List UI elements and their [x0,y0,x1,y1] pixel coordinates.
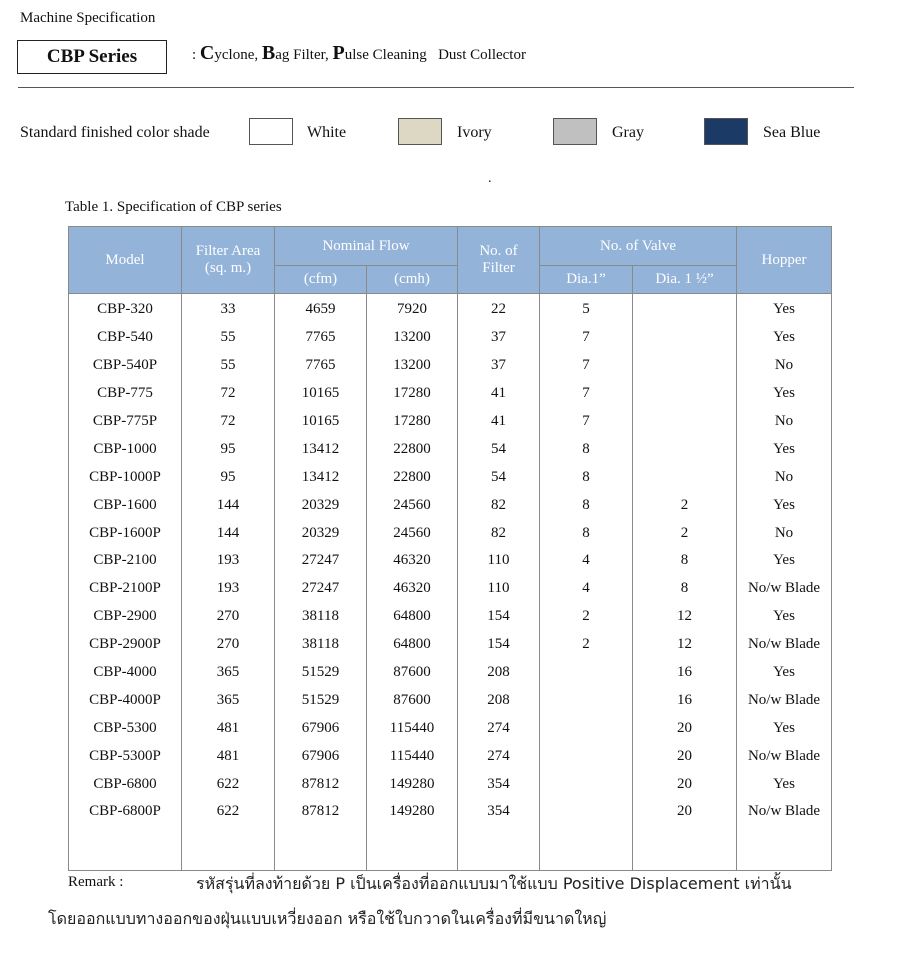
table-cell: 5 [540,294,633,324]
table-cell: 54 [458,463,540,491]
table-cell: CBP-775 [69,380,182,408]
table-cell: 7 [540,352,633,380]
stray-dot: . [488,171,492,186]
table-cell: 10165 [275,408,367,436]
table-cell [633,463,737,491]
header-no-filter: No. of Filter [458,227,540,294]
swatch-label-sea-blue: Sea Blue [763,124,821,141]
table-cell: No [737,463,832,491]
table-cell: 46320 [367,547,458,575]
table-cell [540,686,633,714]
table-cell: 7920 [367,294,458,324]
table-cell: 10165 [275,380,367,408]
table-cell: 481 [182,714,275,742]
table-cell [540,798,633,826]
table-cell [633,435,737,463]
table-cell: 4 [540,575,633,603]
table-row [69,631,832,659]
table-cell: No/w Blade [737,686,832,714]
table-cell: 7 [540,408,633,436]
table-cell: 481 [182,742,275,770]
table-cell [540,659,633,687]
table-cell: 67906 [275,742,367,770]
table-cell: 37 [458,324,540,352]
table-cell: 27247 [275,547,367,575]
swatch-label-ivory: Ivory [457,124,492,141]
header-dia1: Dia.1” [540,266,633,294]
table-row [69,519,832,547]
table-cell: 622 [182,770,275,798]
subtitle-cap-b: B [261,42,276,64]
table-cell: 8 [633,547,737,575]
table-cell: 365 [182,659,275,687]
table-cell: 154 [458,631,540,659]
table-cell: CBP-5300 [69,714,182,742]
series-title-box [17,40,167,74]
spec-table [68,226,832,871]
table-row [69,686,832,714]
table-cell: 354 [458,798,540,826]
table-row [69,770,832,798]
table-cell: 12 [633,631,737,659]
table-row [69,294,832,324]
table-cell: 270 [182,631,275,659]
table-cell: Yes [737,380,832,408]
table-cell: 54 [458,435,540,463]
table-cell: 72 [182,380,275,408]
table-cell: Yes [737,603,832,631]
table-cell: 144 [182,519,275,547]
table-cell: 33 [182,294,275,324]
table-cell: 270 [182,603,275,631]
table-cell: 115440 [367,742,458,770]
table-cell: 67906 [275,714,367,742]
table-cell: No/w Blade [737,575,832,603]
table-cell: CBP-540 [69,324,182,352]
table-cell: CBP-6800 [69,770,182,798]
subtitle-cap-p: P [332,42,345,64]
table-cell: 110 [458,547,540,575]
table-row [69,408,832,436]
table-cell [633,324,737,352]
table-cell: 95 [182,435,275,463]
remark-line-1: รหัสรุ่นที่ลงท้ายด้วย P เป็นเครื่องที่ออกแบบมาใช้แบบ Positive Displacement เท่านั้น [196,874,792,893]
table-cell: 41 [458,380,540,408]
remark-line-2: โดยออกแบบทางออกของฝุ่นแบบเหวี่ยงออก หรือใช้ใบกวาดในเครื่องที่มีขนาดใหญ่ [48,909,607,928]
table-cell: 82 [458,491,540,519]
series-subtitle: : Cyclone, Bag Filter, Pulse Cleaning Dust Collector [192,42,526,64]
table-cell: 51529 [275,686,367,714]
machine-spec-heading: Machine Specification [20,10,156,26]
table-cell: CBP-775P [69,408,182,436]
table-cell [633,294,737,324]
table-cell: 274 [458,742,540,770]
table-cell: 87600 [367,659,458,687]
table-row [69,547,832,575]
swatch-sea-blue [704,118,748,145]
table-cell: CBP-320 [69,294,182,324]
table-cell: 8 [633,575,737,603]
swatch-label-white: White [307,124,347,141]
table-cell: 8 [540,463,633,491]
swatch-white [249,118,293,145]
table-cell: 274 [458,714,540,742]
table-cell: CBP-1600P [69,519,182,547]
table-cell: 110 [458,575,540,603]
color-shade-row [20,117,880,149]
table-cell: 46320 [367,575,458,603]
table-cell: 622 [182,798,275,826]
table-cell: 193 [182,575,275,603]
table-cell: Yes [737,435,832,463]
table-row [69,491,832,519]
table-cell: CBP-1000P [69,463,182,491]
table-cell: 95 [182,463,275,491]
spec-table-body [69,294,832,871]
table-cell: 208 [458,659,540,687]
table-cell: 154 [458,603,540,631]
table-cell: 2 [633,519,737,547]
table-cell [540,742,633,770]
header-no-valve: No. of Valve [540,227,737,266]
table-cell: 64800 [367,603,458,631]
table-cell: 13200 [367,324,458,352]
table-cell: 365 [182,686,275,714]
table-cell: 7 [540,380,633,408]
table-cell: CBP-540P [69,352,182,380]
table-cell: CBP-5300P [69,742,182,770]
table-cell: 4 [540,547,633,575]
table-row [69,463,832,491]
table-caption: Table 1. Specification of CBP series [65,199,282,215]
table-cell [633,380,737,408]
table-row [69,603,832,631]
table-cell: 72 [182,408,275,436]
table-cell: 27247 [275,575,367,603]
table-cell: CBP-2900P [69,631,182,659]
table-cell: 193 [182,547,275,575]
table-cell: 51529 [275,659,367,687]
table-row [69,714,832,742]
table-cell: 20 [633,798,737,826]
table-cell: No/w Blade [737,631,832,659]
table-cell: No/w Blade [737,798,832,826]
table-cell: 2 [633,491,737,519]
subtitle-cap-c: C [199,42,215,64]
table-spacer-row [69,826,832,871]
table-cell: 82 [458,519,540,547]
header-divider [18,87,854,88]
swatch-label-gray: Gray [612,124,644,141]
table-row [69,798,832,826]
table-row [69,659,832,687]
table-cell: CBP-4000 [69,659,182,687]
table-cell: CBP-1600 [69,491,182,519]
table-cell: 20329 [275,519,367,547]
table-cell: 22800 [367,463,458,491]
table-cell: 16 [633,686,737,714]
header-nominal-flow: Nominal Flow [275,227,458,266]
table-cell: 17280 [367,380,458,408]
table-cell: 16 [633,659,737,687]
table-cell: 149280 [367,770,458,798]
table-cell: 7765 [275,352,367,380]
table-cell: No [737,519,832,547]
table-row [69,352,832,380]
series-title: CBP Series [46,46,138,67]
header-dia15: Dia. 1 ½” [633,266,737,294]
header-filter-area: Filter Area (sq. m.) [182,227,275,294]
table-cell: 13412 [275,463,367,491]
table-cell: CBP-2100 [69,547,182,575]
table-cell: 24560 [367,519,458,547]
header-hopper: Hopper [737,227,832,294]
table-cell [540,770,633,798]
table-cell: Yes [737,659,832,687]
table-cell: 144 [182,491,275,519]
table-cell: Yes [737,770,832,798]
table-cell: 8 [540,519,633,547]
table-cell: 4659 [275,294,367,324]
table-row [69,435,832,463]
table-cell: 7 [540,324,633,352]
table-cell: Yes [737,714,832,742]
table-cell [540,714,633,742]
table-cell: 149280 [367,798,458,826]
table-cell: 38118 [275,631,367,659]
table-cell: 22800 [367,435,458,463]
subtitle-tail: Dust Collector [438,47,526,63]
remark-label: Remark : [68,874,124,890]
table-cell: CBP-2100P [69,575,182,603]
table-cell: 17280 [367,408,458,436]
table-cell: 12 [633,603,737,631]
table-cell: 20 [633,742,737,770]
table-cell: 87600 [367,686,458,714]
table-cell: Yes [737,294,832,324]
table-cell: CBP-1000 [69,435,182,463]
table-cell: 20 [633,770,737,798]
table-cell: 20 [633,714,737,742]
table-cell: CBP-4000P [69,686,182,714]
table-cell: 13412 [275,435,367,463]
swatch-gray [553,118,597,145]
table-cell: 13200 [367,352,458,380]
table-cell: 20329 [275,491,367,519]
table-row [69,324,832,352]
table-cell: 115440 [367,714,458,742]
table-cell: 37 [458,352,540,380]
color-shade-label: Standard finished color shade [20,124,210,141]
table-cell: 87812 [275,798,367,826]
table-cell: No [737,408,832,436]
table-cell [633,352,737,380]
table-cell: 354 [458,770,540,798]
table-row [69,742,832,770]
table-cell: Yes [737,491,832,519]
table-cell: 38118 [275,603,367,631]
header-model: Model [69,227,182,294]
table-cell [633,408,737,436]
table-cell: 64800 [367,631,458,659]
table-cell: Yes [737,547,832,575]
table-cell: 2 [540,631,633,659]
table-cell: No/w Blade [737,742,832,770]
table-cell: 8 [540,435,633,463]
swatch-ivory [398,118,442,145]
header-cfm: (cfm) [275,266,367,294]
header-cmh: (cmh) [367,266,458,294]
table-cell: 41 [458,408,540,436]
table-cell: 55 [182,352,275,380]
table-cell: CBP-6800P [69,798,182,826]
table-cell: CBP-2900 [69,603,182,631]
table-cell: 55 [182,324,275,352]
table-cell: 87812 [275,770,367,798]
table-cell: 7765 [275,324,367,352]
table-cell: Yes [737,324,832,352]
table-cell: 8 [540,491,633,519]
table-row [69,575,832,603]
table-cell: 24560 [367,491,458,519]
table-cell: No [737,352,832,380]
table-cell: 2 [540,603,633,631]
table-row [69,380,832,408]
table-cell: 22 [458,294,540,324]
table-cell: 208 [458,686,540,714]
